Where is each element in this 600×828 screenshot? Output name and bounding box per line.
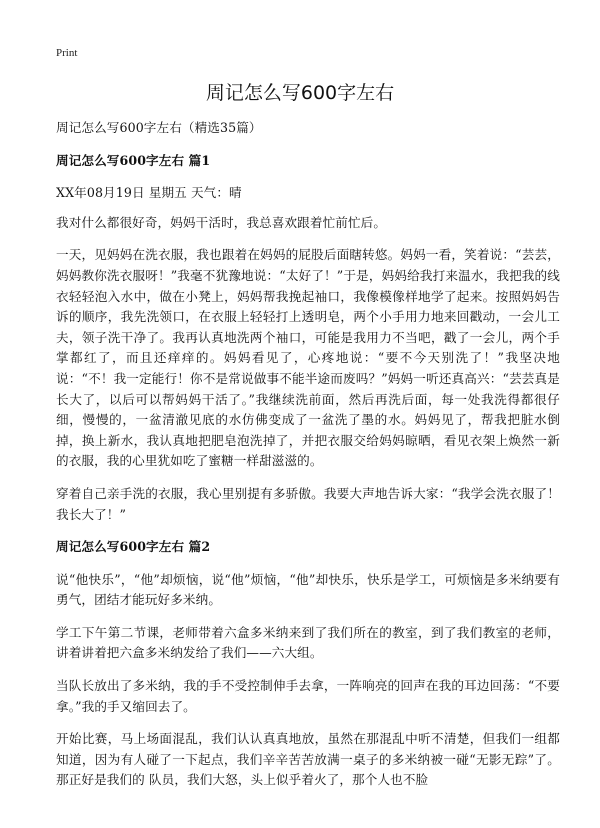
paragraph: 一天，见妈妈在洗衣服，我也跟着在妈妈的屁股后面瞎转悠。妈妈一看，笑着说：“芸芸，妈妈教你洗衣服呀！”我毫不犹豫地说：“太好了！”于是，妈妈给我打来温水，我把我的线衣轻轻泡入水中，做在小凳上，妈妈帮我挽起袖口，我像模像样地学了起来。按照妈妈告诉的顺序，我先洗领口，在衣服上轻轻打上透明皂，两个小手用力地来回戳动，一会儿工夫，领子洗干净了。我再认真地洗两个袖口，可能是我用力不当吧，戳了一会儿，两个手掌都红了，而且还痒痒的。妈妈看见了，心疼地说：“要不今天别洗了！”我坚决地说：“不！我一定能行！你不是常说做事不能半途而废吗？”妈妈一听还真高兴：“芸芸真是长大了，以后可以帮妈妈干活了。”我继续洗前面，然后再洗后面，每一处我洗得都很仔细，慢慢的，一盆清澈见底的水仿佛变成了一盆洗了墨的水。妈妈见了，帮我把脏水倒掉，换上新水，我认真地把肥皂泡洗掉了，并把衣服交给妈妈晾晒，看见衣架上焕然一新的衣服，我的心里犹如吃了蜜糖一样甜滋滋的。 bbox=[56, 247, 560, 469]
paragraph: 学工下午第二节课，老师带着六盒多米纳来到了我们所在的教室，到了我们教室的老师，讲着讲着把六盒多米纳发给了我们——六大组。 bbox=[56, 624, 560, 661]
paragraph: 穿着自己亲手洗的衣服，我心里别提有多骄傲。我要大声地告诉大家：“我学会洗衣服了！我长大了！” bbox=[56, 485, 560, 522]
article-body bbox=[56, 118, 560, 803]
page-title: 周记怎么写600字左右 bbox=[205, 82, 395, 104]
paragraph: 当队长放出了多米纳，我的手不受控制伸手去拿，一阵响亮的回声在我的耳边回荡：“不要拿。”我的手又缩回去了。 bbox=[56, 678, 560, 714]
paragraph: 我对什么都很好奇，妈妈干活时，我总喜欢跟着忙前忙后。 bbox=[56, 214, 387, 230]
section-heading-1: 周记怎么写600字左右 篇1 bbox=[56, 152, 211, 168]
print-link[interactable]: Print bbox=[56, 47, 78, 59]
article-subtitle: 周记怎么写600字左右（精选35篇） bbox=[56, 120, 262, 135]
paragraph: 开始比赛，马上场面混乱，我们认认真真地放，虽然在那混乱中听不清楚，但我们一组都知道，因为有人碰了一下起点，我们辛辛苦苦放满一桌子的多米纳被一碰“无影无踪”了。那正好是我们的 队员，我们大怒，头上似乎着火了，那个人也不脸 bbox=[56, 731, 560, 788]
date-weather-line: XX年08月19日 星期五 天气：晴 bbox=[56, 185, 242, 201]
section-heading-2: 周记怎么写600字左右 篇2 bbox=[56, 539, 211, 555]
paragraph: 说“他快乐”，“他”却烦恼，说“他”烦恼，“他”却快乐，快乐是学工，可烦恼是多米纳要有勇气，团结才能玩好多米纳。 bbox=[56, 571, 560, 608]
